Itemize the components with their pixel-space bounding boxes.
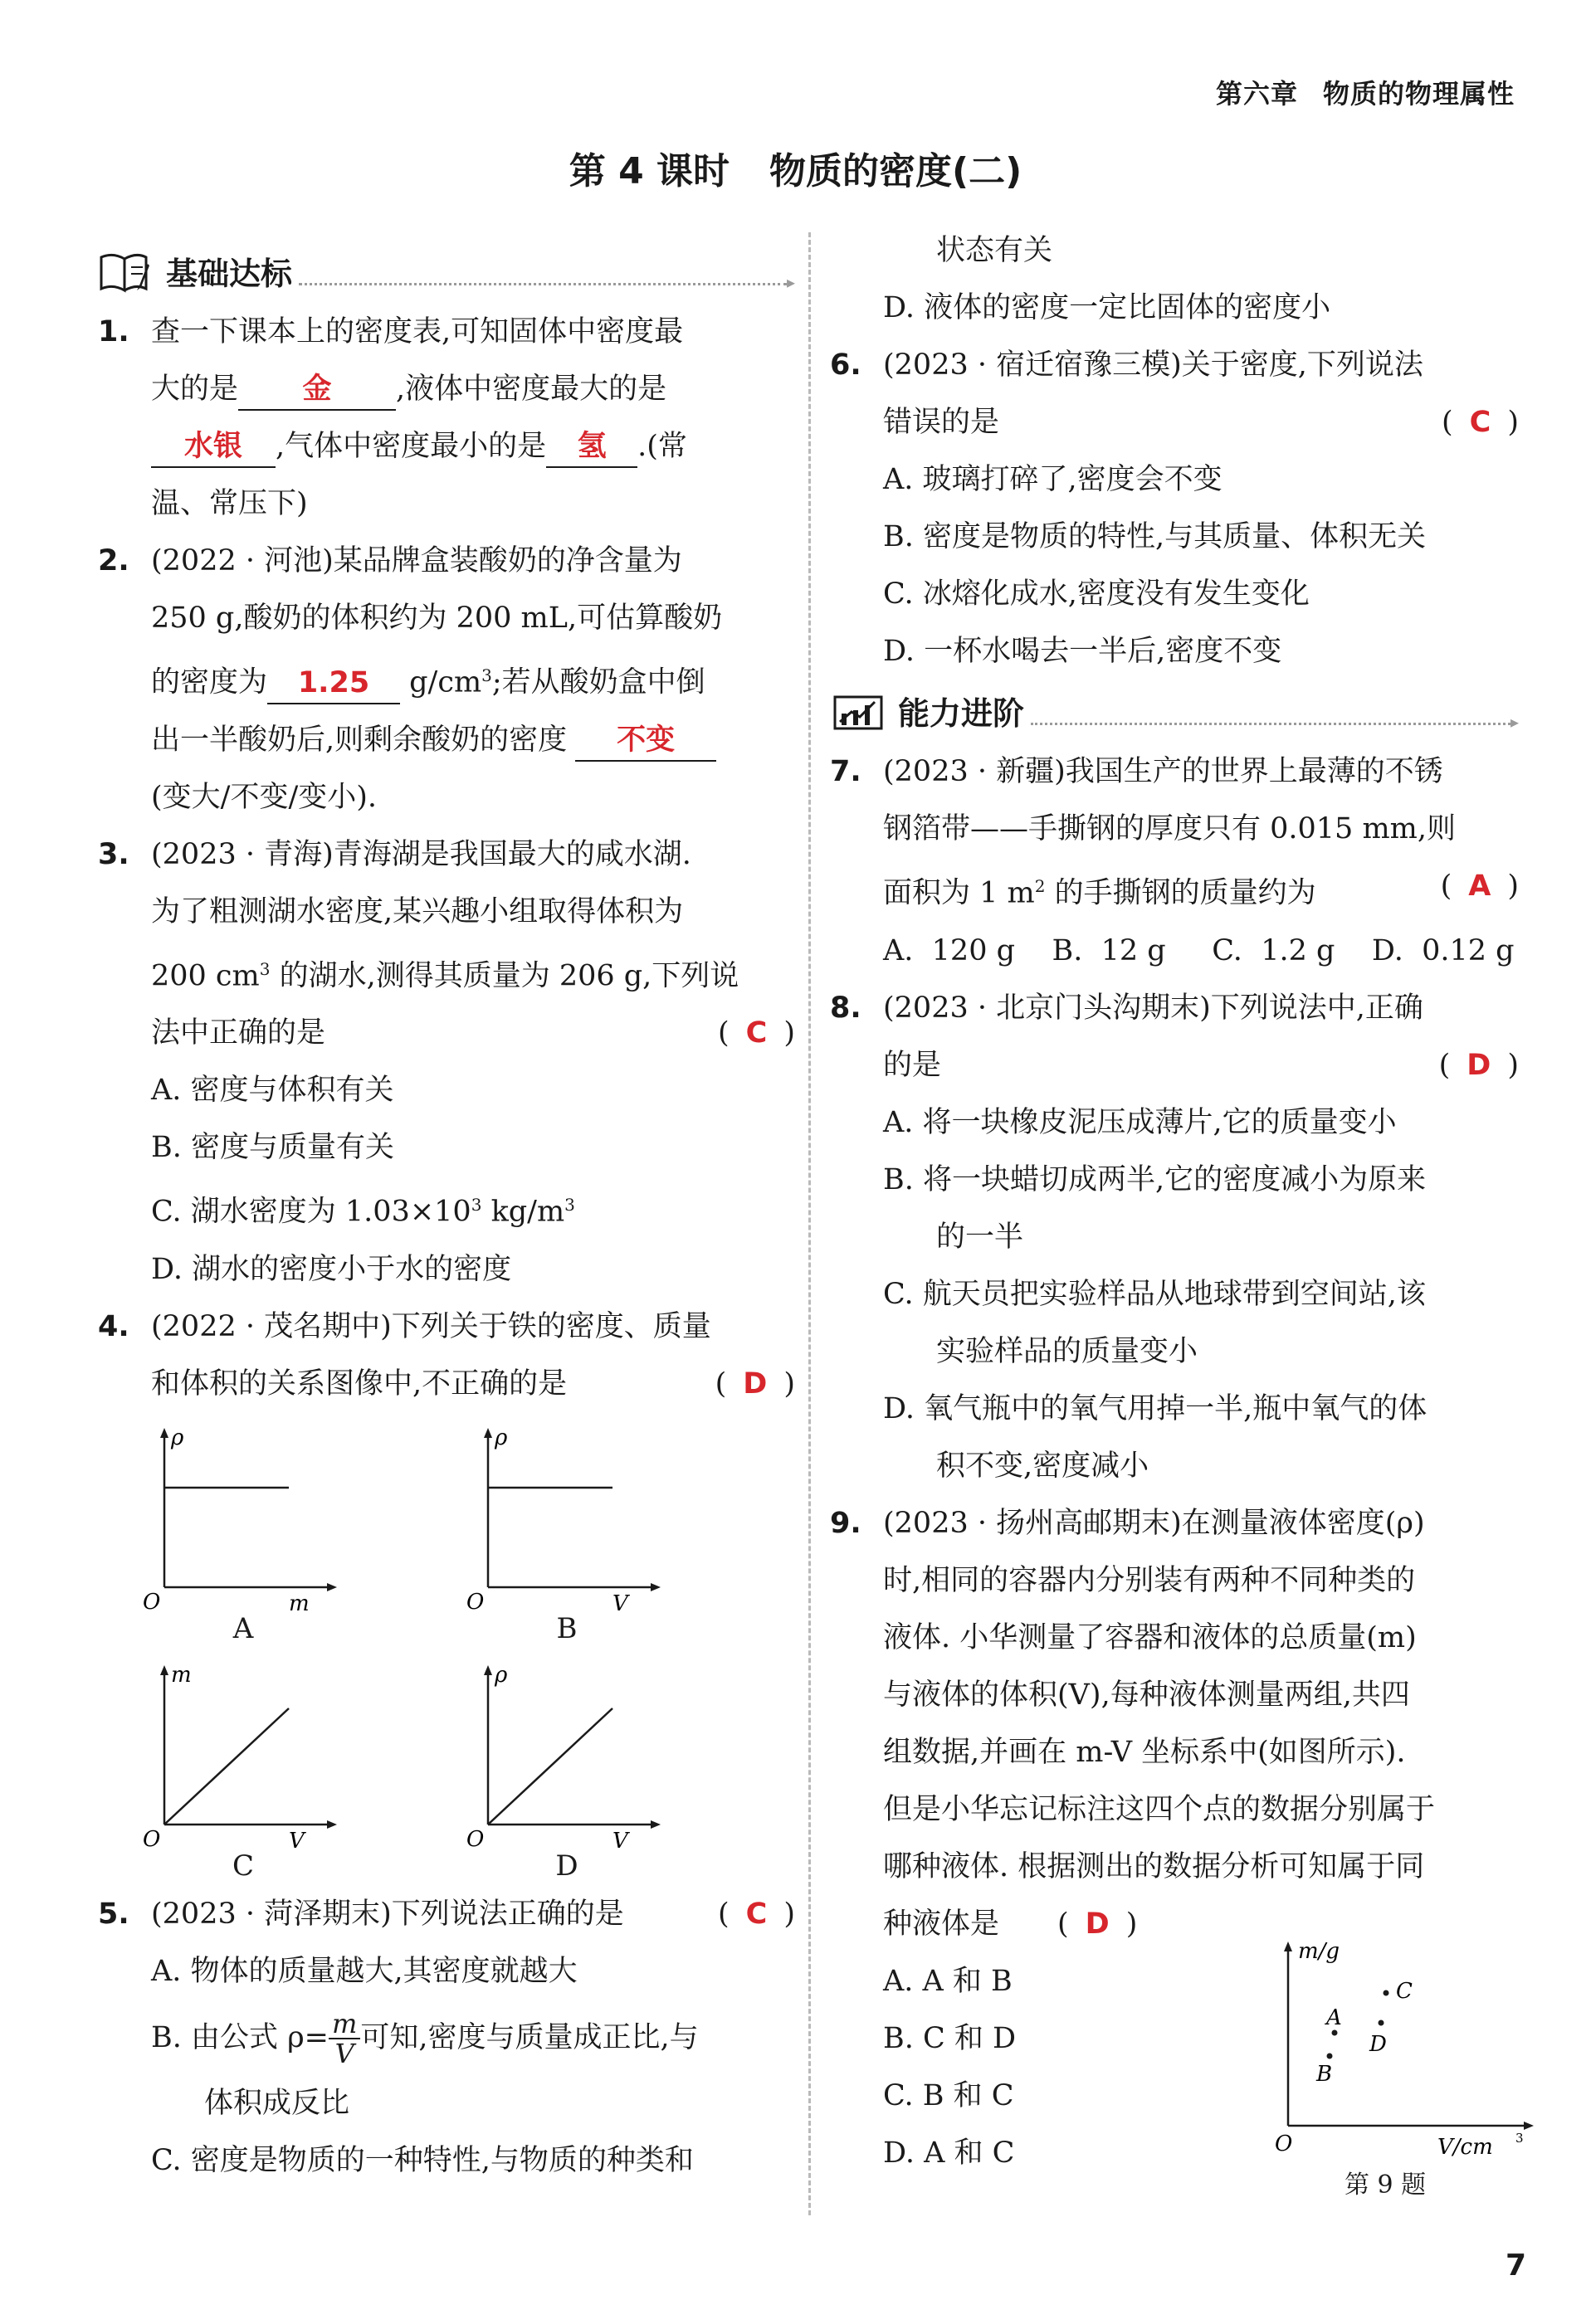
question-text-line: 和体积的关系图像中,不正确的是 ( D ) — [151, 1356, 795, 1413]
option-a: A. 将一块橡皮泥压成薄片,它的质量变小 — [883, 1105, 1397, 1139]
option-d: D. 湖水的密度小于水的密度 — [151, 1252, 512, 1286]
question-text: 液体. 小华测量了容器和液体的总质量(m) — [883, 1620, 1417, 1654]
option-c: C. 航天员把实验样品从地球带到空间站,该 — [883, 1277, 1426, 1311]
answer-parenthesis: ( C ) — [718, 1897, 795, 1931]
graph-b-label: B — [556, 1611, 578, 1645]
option-b: B. 密度与质量有关 — [151, 1131, 394, 1165]
book-pencil-icon — [98, 249, 156, 295]
question-text-line: 种液体是 ( D ) — [883, 1907, 1138, 1941]
question-text-line: (2023 · 菏泽期末)下列说法正确的是 ( C ) — [151, 1886, 795, 1943]
chart-board-icon — [830, 689, 888, 735]
right-column — [830, 222, 1519, 2182]
question-text: 查一下课本上的密度表,可知固体中密度最 — [151, 315, 684, 348]
question-text: 250 g,酸奶的体积约为 200 mL,可估算酸奶 — [151, 602, 723, 635]
section-dotted-line — [1031, 722, 1510, 725]
question-text-line: 出一半酸奶后,则剩余酸奶的密度 不变 — [151, 712, 795, 769]
question-number: 6. — [830, 348, 861, 382]
answer-parenthesis: ( D ) — [1438, 1048, 1519, 1082]
point-c-label: C — [1396, 1979, 1413, 2004]
question-text: 但是小华忘记标注这四个点的数据分别属于 — [883, 1792, 1436, 1826]
q4-graphs — [143, 1413, 795, 1886]
q9-mv-graph — [1275, 1933, 1552, 2160]
option-b: B. C 和 D — [883, 2021, 1017, 2055]
question-number: 8. — [830, 991, 861, 1025]
question-4 — [98, 1298, 795, 1413]
section-basic-title: 基础达标 — [166, 256, 293, 292]
lesson-name: 物质的密度(二) — [769, 150, 1022, 192]
option-c: C. 密度是物质的一种特性,与物质的种类和 — [151, 2143, 694, 2177]
graph-a-label: A — [232, 1611, 254, 1645]
graph-d-origin: O — [466, 1826, 485, 1852]
option-b-continued: 体积成反比 — [204, 2086, 350, 2120]
question-number: 3. — [98, 837, 129, 871]
point-a-dot — [1332, 2030, 1338, 2036]
question-text: 哪种液体. 根据测出的数据分析可知属于同 — [883, 1849, 1425, 1883]
option-c-continued: 状态有关 — [936, 234, 1053, 267]
chapter-number: 第六章 — [1215, 78, 1298, 110]
question-text-line: 错误的是 ( C ) — [883, 394, 1519, 451]
question-text-line: 面积为 1 $m^2$ 的手撕钢的质量约为 ( A ) — [883, 858, 1519, 923]
answer-choice: D — [1467, 1048, 1491, 1082]
question-text: 组数据,并画在 m-V 坐标系中(如图所示). — [883, 1735, 1406, 1769]
answer-blank: 不变 — [575, 720, 716, 762]
section-arrow-icon: ▸ — [786, 272, 795, 292]
options-row: A. 120 g B. 12 g C. 1.2 g D. 0.12 g — [883, 933, 1515, 967]
question-text: 温、常压下) — [151, 487, 308, 520]
question-text: (2023 · 扬州高邮期末)在测量液体密度(ρ) — [883, 1506, 1425, 1540]
question-2 — [98, 533, 795, 826]
q9-xlabel-sup: 3 — [1515, 2131, 1524, 2146]
answer-blank: 氢 — [546, 426, 637, 468]
option-c-continued: 实验样品的质量变小 — [936, 1334, 1198, 1368]
question-text: (变大/不变/变小). — [151, 780, 378, 814]
answer-parenthesis: ( D ) — [715, 1367, 795, 1401]
left-column — [98, 241, 795, 2190]
section-dotted-line — [299, 282, 787, 285]
q9-ylabel: m/g — [1298, 1939, 1340, 1964]
answer-parenthesis: ( C ) — [1442, 406, 1519, 439]
question-text-line: 法中正确的是 ( C ) — [151, 1005, 795, 1062]
graph-a-origin: O — [143, 1589, 161, 1615]
question-number: 9. — [830, 1506, 861, 1540]
graph-a-plot — [143, 1421, 339, 1616]
point-b-dot — [1327, 2054, 1333, 2059]
question-9 — [830, 1495, 1519, 1953]
question-text: (2022 · 茂名期中)下列关于铁的密度、质量 — [151, 1309, 711, 1343]
question-8 — [830, 980, 1519, 1094]
option-a: A. 玻璃打碎了,密度会不变 — [883, 463, 1223, 496]
graph-c — [143, 1659, 339, 1883]
chapter-title: 物质的物理属性 — [1322, 78, 1515, 110]
answer-choice: C — [1469, 406, 1491, 439]
graph-d-label: D — [555, 1849, 578, 1883]
graph-c-label: C — [232, 1849, 254, 1883]
option-d-continued: 积不变,密度减小 — [936, 1449, 1149, 1483]
graph-b-ylabel: ρ — [495, 1425, 508, 1450]
option-a: A. A 和 B — [883, 1964, 1013, 1998]
option-b-continued: 的一半 — [936, 1220, 1024, 1254]
graph-a-ylabel: ρ — [171, 1425, 184, 1450]
question-text: (2023 · 新疆)我国生产的世界上最薄的不锈 — [883, 755, 1443, 788]
option-d: D. 一杯水喝去一半后,密度不变 — [883, 635, 1282, 668]
answer-choice: D — [743, 1367, 768, 1401]
question-text-line: 的是 ( D ) — [883, 1037, 1519, 1094]
point-b-label: B — [1316, 2062, 1333, 2087]
graph-a-xlabel: m — [289, 1591, 310, 1616]
question-text-line: 的密度为 1.25 $g/cm^3$;若从酸奶盒中倒 — [151, 647, 795, 712]
section-arrow-icon: ▸ — [1510, 712, 1519, 732]
answer-choice: C — [745, 1897, 768, 1931]
q9-caption: 第 9 题 — [1345, 2171, 1427, 2200]
q9-xlabel: V/cm — [1437, 2135, 1493, 2160]
section-basic — [98, 246, 795, 295]
question-text: (2022 · 河池)某品牌盒装酸奶的净含量为 — [151, 544, 682, 577]
option-b: B. 将一块蜡切成两半,它的密度减小为原来 — [883, 1162, 1427, 1196]
graph-d — [466, 1659, 662, 1883]
question-6 — [830, 337, 1519, 451]
point-c-dot — [1384, 1990, 1389, 1996]
option-b: B. 由公式 ρ= $\frac{m}{V}$ 可知,密度与质量成正比,与 — [151, 2008, 699, 2070]
question-text: (2023 · 青海)青海湖是我国最大的咸水湖. — [151, 837, 691, 871]
point-a-label: A — [1326, 2005, 1342, 2030]
answer-blank: 水银 — [151, 426, 276, 468]
answer-choice: A — [1468, 870, 1491, 903]
option-c: C. 冰熔化成水,密度没有发生变化 — [883, 577, 1310, 611]
graph-c-ylabel: m — [171, 1662, 192, 1688]
question-number: 7. — [830, 755, 861, 788]
question-text: 钢箔带——手撕钢的厚度只有 0.015 mm,则 — [883, 812, 1456, 845]
q9-origin: O — [1275, 2132, 1293, 2156]
graph-b-xlabel: V — [612, 1591, 628, 1616]
question-number: 1. — [98, 315, 129, 348]
answer-parenthesis: ( D ) — [1057, 1907, 1138, 1941]
option-d: D. 液体的密度一定比固体的密度小 — [883, 291, 1331, 324]
graph-a — [143, 1421, 339, 1645]
lesson-number: 第 4 课时 — [569, 150, 730, 192]
density-formula: $\frac{m}{V}$ — [329, 2010, 360, 2068]
question-7 — [830, 743, 1519, 923]
section-advanced — [830, 685, 1519, 735]
column-divider — [808, 232, 811, 2215]
question-1 — [98, 304, 795, 533]
answer-parenthesis: ( C ) — [718, 1016, 795, 1050]
answer-blank: 1.25 — [267, 663, 400, 704]
graph-b — [466, 1421, 662, 1645]
answer-choice: D — [1085, 1907, 1110, 1941]
graph-b-origin: O — [466, 1589, 485, 1615]
graph-d-plot — [466, 1659, 662, 1854]
q9-figure — [1275, 1933, 1552, 2200]
option-a: A. 密度与体积有关 — [151, 1074, 394, 1108]
question-text: 时,相同的容器内分别装有两种不同种类的 — [883, 1563, 1416, 1597]
graph-c-plot — [143, 1659, 339, 1854]
question-number: 4. — [98, 1309, 129, 1343]
point-d-dot — [1379, 2020, 1384, 2026]
point-d-label: D — [1369, 2032, 1387, 2057]
answer-blank: 金 — [238, 369, 396, 411]
graph-c-xlabel: V — [289, 1828, 305, 1854]
question-text: 与液体的体积(V),每种液体测量两组,共四 — [883, 1678, 1410, 1712]
question-text: 为了粗测湖水密度,某兴趣小组取得体积为 — [151, 894, 684, 928]
graph-b-plot — [466, 1421, 662, 1616]
option-d: D. A 和 C — [883, 2136, 1015, 2170]
graph-c-origin: O — [143, 1826, 161, 1852]
chapter-header — [1216, 73, 1515, 111]
question-text: (2023 · 北京门头沟期末)下列说法中,正确 — [883, 991, 1423, 1025]
answer-choice: C — [745, 1016, 768, 1050]
graph-d-xlabel: V — [612, 1828, 628, 1854]
question-5 — [98, 1886, 795, 1943]
option-c: C. B 和 C — [883, 2078, 1014, 2112]
question-text: (2023 · 宿迁宿豫三模)关于密度,下列说法 — [883, 348, 1423, 382]
question-text-line: 200 $cm^3$ 的湖水,测得其质量为 206 g,下列说 — [151, 958, 739, 993]
graph-d-ylabel: ρ — [495, 1662, 508, 1688]
question-text-line: 大的是 金 ,液体中密度最大的是 — [151, 361, 795, 418]
lesson-title — [0, 141, 1591, 194]
question-number: 2. — [98, 544, 129, 577]
page-number: 7 — [1505, 2248, 1526, 2283]
option-d: D. 氧气瓶中的氧气用掉一半,瓶中氧气的体 — [883, 1391, 1428, 1425]
question-3 — [98, 826, 795, 1063]
question-text-line: 水银 ,气体中密度最小的是 氢 .(常 — [151, 418, 795, 475]
answer-parenthesis: ( A ) — [1440, 870, 1519, 903]
section-advanced-title: 能力进阶 — [898, 695, 1025, 732]
option-c: C. 湖水密度为 $1.03\times 10^3$ $kg/m^3$ — [151, 1195, 575, 1229]
question-number: 5. — [98, 1897, 129, 1931]
option-b: B. 密度是物质的特性,与其质量、体积无关 — [883, 520, 1427, 553]
option-a: A. 物体的质量越大,其密度就越大 — [151, 1954, 578, 1988]
